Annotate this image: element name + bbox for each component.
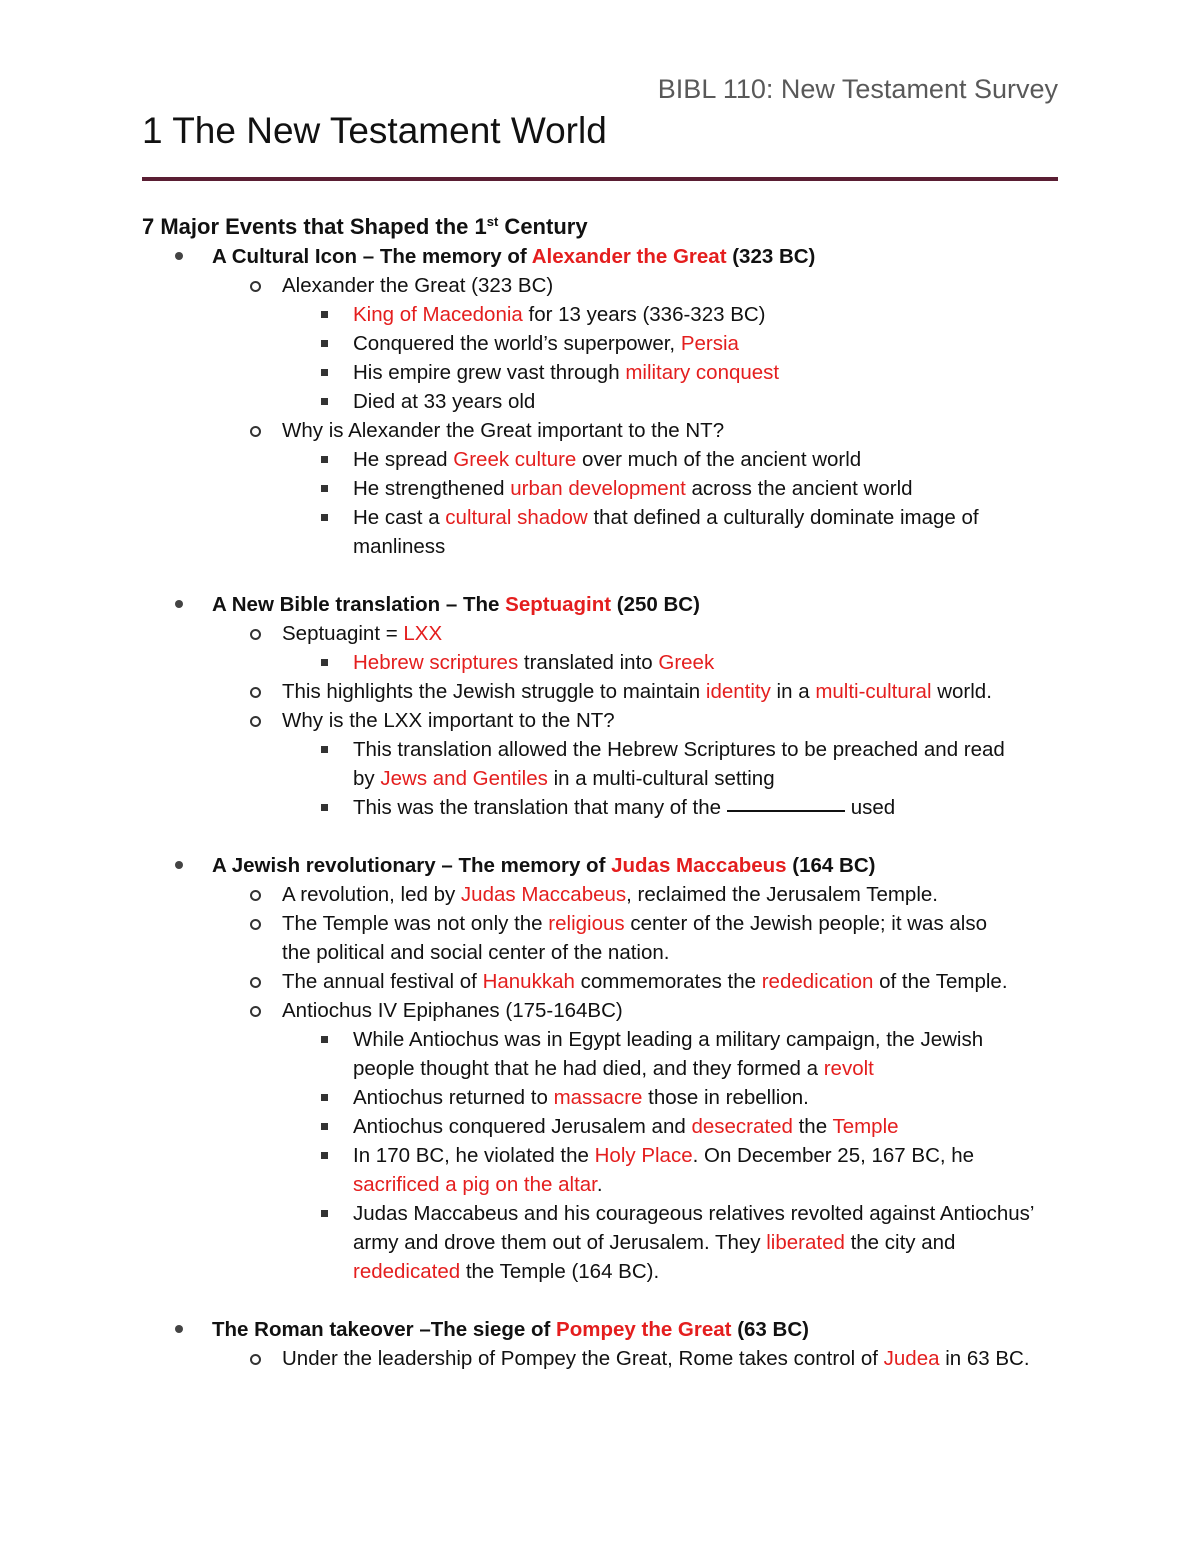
list-item: Why is Alexander the Great important to the NT? [142, 416, 1058, 445]
square-bullet-icon [321, 340, 328, 347]
list-item: His empire grew vast through military conquest [142, 358, 1058, 387]
list-item-continuation: by Jews and Gentiles in a multi-cultural setting [353, 767, 775, 790]
square-bullet-icon [321, 746, 328, 753]
square-bullet-icon [321, 1036, 328, 1043]
square-bullet-icon [321, 1152, 328, 1159]
list-item: In 170 BC, he violated the Holy Place. On December 25, 167 BC, he [142, 1141, 1058, 1170]
list-item: He spread Greek culture over much of the ancient world [142, 445, 1058, 474]
list-item: This highlights the Jewish struggle to maintain identity in a multi-cultural world. [142, 677, 1058, 706]
list-item: The annual festival of Hanukkah commemorates the rededication of the Temple. [142, 967, 1058, 996]
square-bullet-icon [321, 1210, 328, 1217]
square-bullet-icon [321, 398, 328, 405]
square-bullet-icon [321, 659, 328, 666]
list-item: This was the translation that many of the used [142, 793, 1058, 822]
square-bullet-icon [321, 311, 328, 318]
circle-bullet-icon [250, 1006, 261, 1017]
list-item: While Antiochus was in Egypt leading a military campaign, the Jewish [142, 1025, 1058, 1054]
list-item: Antiochus conquered Jerusalem and desecrated the Temple [142, 1112, 1058, 1141]
square-bullet-icon [321, 1094, 328, 1101]
list-item: A revolution, led by Judas Maccabeus, reclaimed the Jerusalem Temple. [142, 880, 1058, 909]
fill-in-blank [727, 809, 845, 812]
circle-bullet-icon [250, 977, 261, 988]
title-divider [142, 177, 1058, 181]
list-item-continuation: the political and social center of the nation. [282, 941, 670, 964]
list-item-continuation: sacrificed a pig on the altar. [353, 1173, 603, 1196]
list-item: This translation allowed the Hebrew Scriptures to be preached and read [142, 735, 1058, 764]
square-bullet-icon [321, 485, 328, 492]
circle-bullet-icon [250, 687, 261, 698]
circle-bullet-icon [250, 919, 261, 930]
circle-bullet-icon [250, 426, 261, 437]
list-item: Died at 33 years old [142, 387, 1058, 416]
list-item-continuation: manliness [353, 535, 446, 558]
list-item: He cast a cultural shadow that defined a culturally dominate image of [142, 503, 1058, 532]
circle-bullet-icon [250, 1354, 261, 1365]
event-maccabeus: A Jewish revolutionary – The memory of Judas Maccabeus (164 BC) [142, 851, 1058, 880]
list-item: Judas Maccabeus and his courageous relatives revolted against Antiochus’ [142, 1199, 1058, 1228]
section-heading: 7 Major Events that Shaped the 1st Century [142, 214, 588, 239]
bullet-icon [175, 861, 183, 869]
list-item: King of Macedonia for 13 years (336-323 BC) [142, 300, 1058, 329]
circle-bullet-icon [250, 716, 261, 727]
page-title: 1 The New Testament World [142, 110, 607, 151]
list-item: Under the leadership of Pompey the Great, Rome takes control of Judea in 63 BC. [142, 1344, 1058, 1373]
square-bullet-icon [321, 369, 328, 376]
list-item-continuation: rededicated the Temple (164 BC). [353, 1260, 660, 1283]
list-item: Conquered the world’s superpower, Persia [142, 329, 1058, 358]
square-bullet-icon [321, 1123, 328, 1130]
list-item-continuation: army and drove them out of Jerusalem. They liberated the city and [353, 1231, 956, 1254]
list-item: Antiochus IV Epiphanes (175-164BC) [142, 996, 1058, 1025]
notes-body [142, 212, 1058, 1373]
square-bullet-icon [321, 804, 328, 811]
event-roman-takeover: The Roman takeover –The siege of Pompey the Great (63 BC) [142, 1315, 1058, 1344]
event-alexander: A Cultural Icon – The memory of Alexander the Great (323 BC) [142, 242, 1058, 271]
bullet-icon [175, 1325, 183, 1333]
course-title: BIBL 110: New Testament Survey [657, 74, 1058, 104]
circle-bullet-icon [250, 629, 261, 640]
list-item: Alexander the Great (323 BC) [142, 271, 1058, 300]
list-item: Hebrew scriptures translated into Greek [142, 648, 1058, 677]
bullet-icon [175, 600, 183, 608]
bullet-icon [175, 252, 183, 260]
list-item: Septuagint = LXX [142, 619, 1058, 648]
list-item: Why is the LXX important to the NT? [142, 706, 1058, 735]
square-bullet-icon [321, 514, 328, 521]
event-septuagint: A New Bible translation – The Septuagint (250 BC) [142, 590, 1058, 619]
square-bullet-icon [321, 456, 328, 463]
circle-bullet-icon [250, 281, 261, 292]
list-item: The Temple was not only the religious center of the Jewish people; it was also [142, 909, 1058, 938]
list-item: He strengthened urban development across the ancient world [142, 474, 1058, 503]
circle-bullet-icon [250, 890, 261, 901]
list-item: Antiochus returned to massacre those in rebellion. [142, 1083, 1058, 1112]
list-item-continuation: people thought that he had died, and they formed a revolt [353, 1057, 874, 1080]
